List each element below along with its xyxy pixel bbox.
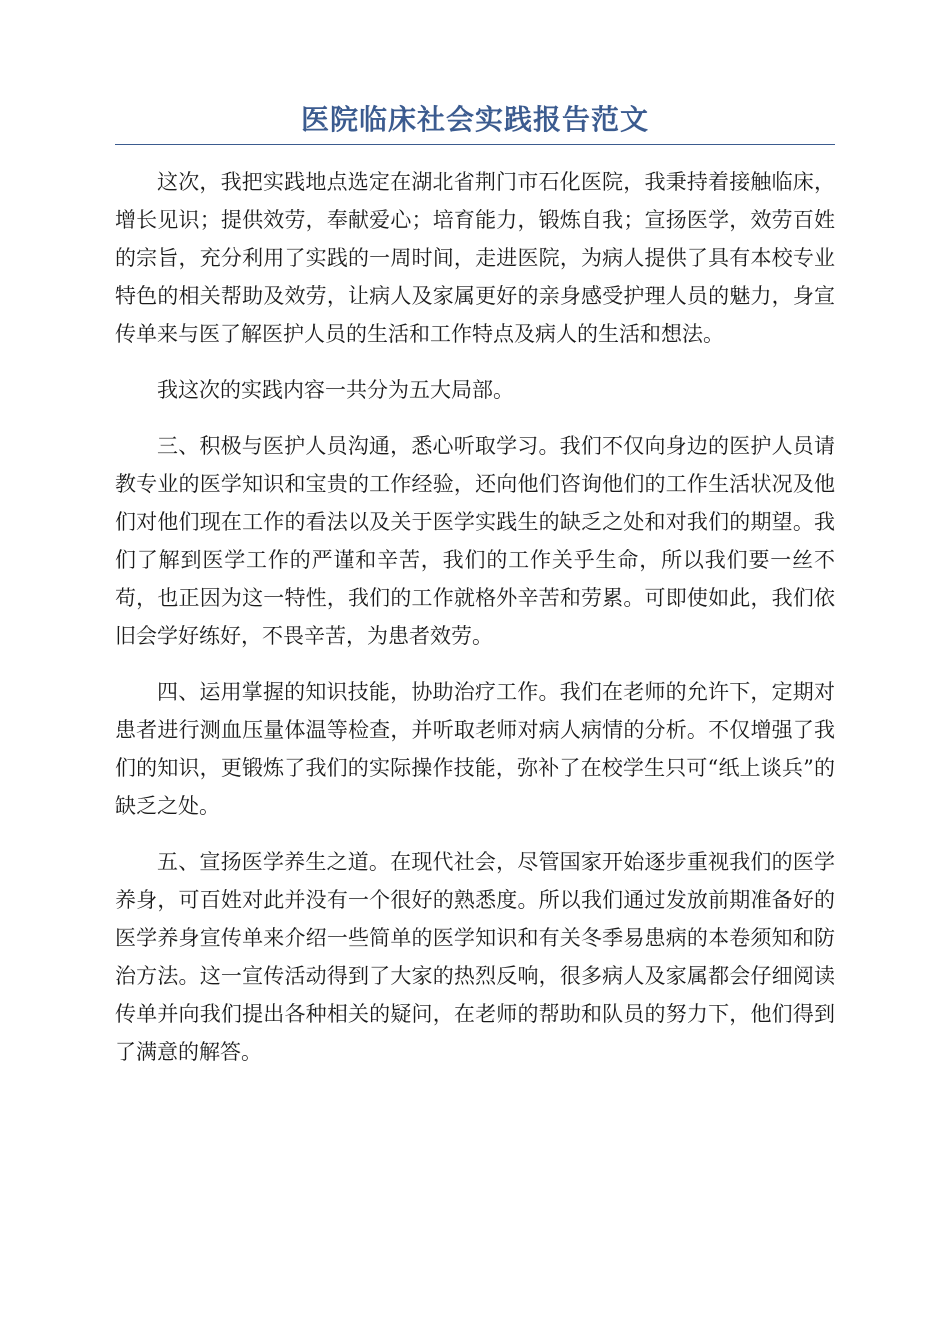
paragraph-intro: 这次，我把实践地点选定在湖北省荆门市石化医院，我秉持着接触临床，增长见识；提供效劳，奉献爱心；培育能力，锻炼自我；宣扬医学，效劳百姓的宗旨，充分利用了实践的一周时间，走进医院，为病人提供了具有本校专业特色的相关帮助及效劳，让病人及家属更好的亲身感受护理人员的魅力，身宣传单来与医了解医护人员的生活和工作特点及病人的生活和想法。 xyxy=(115,170,835,346)
title-underline xyxy=(115,144,835,145)
paragraph-section-five: 五、宣扬医学养生之道。在现代社会，尽管国家开始逐步重视我们的医学养身，可百姓对此并没有一个很好的熟悉度。所以我们通过发放前期准备好的医学养身宣传单来介绍一些简单的医学知识和有关冬季易患病的本卷须知和防治方法。这一宣传活动得到了大家的热烈反响，很多病人及家属都会仔细阅读传单并向我们提出各种相关的疑问，在老师的帮助和队员的努力下，他们得到了满意的解答。 xyxy=(115,850,835,1064)
paragraph-section-three: 三、积极与医护人员沟通，悉心听取学习。我们不仅向身边的医护人员请教专业的医学知识和宝贵的工作经验，还向他们咨询他们的工作生活状况及他们对他们现在工作的看法以及关于医学实践生的缺乏之处和对我们的期望。我们了解到医学工作的严谨和辛苦，我们的工作关乎生命，所以我们要一丝不苟，也正因为这一特性，我们的工作就格外辛苦和劳累。可即使如此，我们依旧会学好练好，不畏辛苦，为患者效劳。 xyxy=(115,434,835,648)
paragraph-overview: 我这次的实践内容一共分为五大局部。 xyxy=(157,378,514,402)
paragraph-section-four: 四、运用掌握的知识技能，协助治疗工作。我们在老师的允许下，定期对患者进行测血压量体温等检查，并听取老师对病人病情的分析。不仅增强了我们的知识，更锻炼了我们的实际操作技能，弥补了在校学生只可“纸上谈兵”的缺乏之处。 xyxy=(115,680,835,818)
document-title: 医院临床社会实践报告范文 xyxy=(300,103,649,136)
document-page xyxy=(115,100,835,1089)
